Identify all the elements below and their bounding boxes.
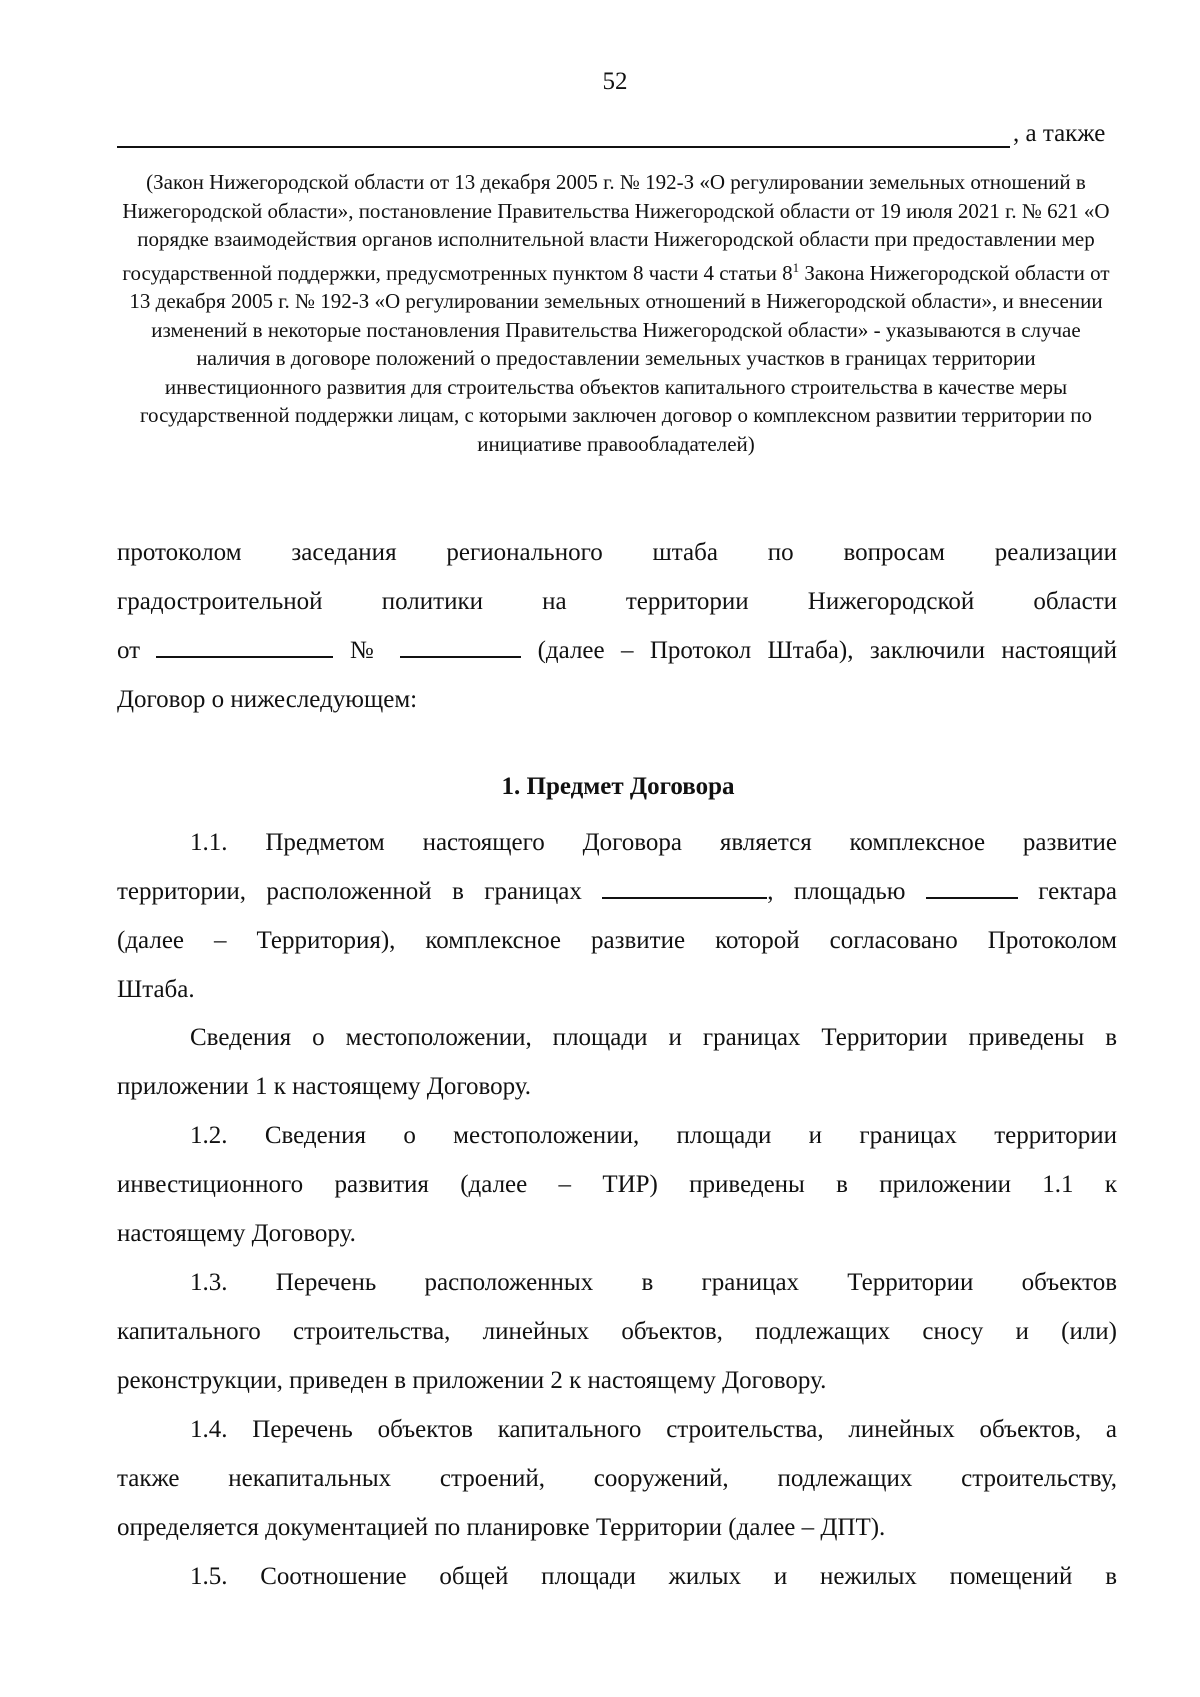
clause-1-2-line-2: инвестиционного развития (далее – ТИР) приведены в приложении 1.1 к bbox=[117, 1171, 1117, 1198]
note-superscript: 1 bbox=[792, 259, 800, 275]
clause-1-2 bbox=[117, 1111, 1117, 1258]
clause-1-4-line-1: 1.4. Перечень объектов капитального строительства, линейных объектов, а bbox=[190, 1416, 1117, 1443]
clause-1-1-line-4: Штаба. bbox=[117, 976, 195, 1003]
clause-1-1-text-a: территории, расположенной в границах bbox=[117, 878, 582, 905]
clause-1-4-line-2: также некапитальных строений, сооружений, подлежащих строительству, bbox=[117, 1465, 1117, 1492]
legal-reference-note bbox=[118, 168, 1114, 458]
header-line-tail: , а также bbox=[1013, 120, 1106, 147]
page-number: 52 bbox=[602, 68, 628, 95]
header-fill-line bbox=[117, 114, 1117, 148]
blank-underline bbox=[117, 146, 1010, 148]
clause-1-4 bbox=[117, 1405, 1117, 1552]
number-blank bbox=[400, 634, 521, 658]
clause-1-1-line-1: 1.1. Предметом настоящего Договора является комплексное развитие bbox=[190, 829, 1117, 856]
clause-1-2-line-3: настоящему Договору. bbox=[117, 1220, 356, 1247]
lead-paragraph bbox=[117, 528, 1117, 724]
territory-info-line-1: Сведения о местоположении, площади и границах Территории приведены в bbox=[190, 1024, 1117, 1051]
clause-1-3-line-2: капитального строительства, линейных объектов, подлежащих сносу и (или) bbox=[117, 1318, 1117, 1345]
lead-line-3 bbox=[117, 626, 1117, 675]
clause-1-1-text-c: гектара bbox=[1038, 878, 1118, 905]
clause-1-5 bbox=[117, 1552, 1117, 1601]
clause-1-1 bbox=[117, 818, 1117, 1014]
lead-line-4: Договор о нижеследующем: bbox=[117, 686, 418, 713]
number-sign: № bbox=[349, 637, 384, 664]
clause-1-3-line-3: реконструкции, приведен в приложении 2 к настоящему Договору. bbox=[117, 1367, 827, 1394]
area-blank bbox=[926, 875, 1018, 899]
territory-info-paragraph bbox=[117, 1013, 1117, 1111]
clause-1-3-line-1: 1.3. Перечень расположенных в границах Территории объектов bbox=[190, 1269, 1117, 1296]
clause-1-5-line-1: 1.5. Соотношение общей площади жилых и нежилых помещений в bbox=[190, 1563, 1117, 1590]
note-text-part-2: Закона Нижегородской области от 13 декабря 2005 г. № 192-З «О регулировании земельных отношений в Нижегородской области», и внесении изменений в некоторые постановления Правительства Нижегородской области» - указываются в случае наличия в договоре положений о предоставлении земельных участков в границах территории инвестиционного развития для строительства объектов капитального строительства в качестве меры государственной поддержки лицам, с которыми заключен договор о комплексном развитии территории по инициативе правообладателей) bbox=[129, 260, 1110, 456]
clause-1-3 bbox=[117, 1258, 1117, 1405]
clause-1-1-line-3: (далее – Территория), комплексное развитие которой согласовано Протоколом bbox=[117, 927, 1117, 954]
date-blank bbox=[156, 634, 333, 658]
territory-info-line-2: приложении 1 к настоящему Договору. bbox=[117, 1073, 532, 1100]
clause-1-4-line-3: определяется документацией по планировке Территории (далее – ДПТ). bbox=[117, 1514, 886, 1541]
clause-1-2-line-1: 1.2. Сведения о местоположении, площади и границах территории bbox=[190, 1122, 1117, 1149]
section-title: 1. Предмет Договора bbox=[501, 773, 735, 800]
lead-line-3-rest: (далее – Протокол Штаба), заключили настоящий bbox=[537, 637, 1118, 664]
clause-1-1-text-b: , площадью bbox=[767, 878, 906, 905]
boundaries-blank bbox=[602, 875, 767, 899]
note-text-part-1: (Закон Нижегородской области от 13 декабря 2005 г. № 192-З «О регулировании земельных отношений в Нижегородской области», постановление Правительства Нижегородской области от 19 июля 2021 г. № 621 «О порядке взаимодействия органов исполнительной власти Нижегородской области при предоставлении мер государственной поддержки, предусмотренных пунктом 8 части 4 статьи 8 bbox=[122, 170, 1110, 285]
from-label: от bbox=[117, 637, 141, 664]
lead-line-2: градостроительной политики на территории Нижегородской области bbox=[117, 588, 1117, 615]
lead-line-1: протоколом заседания регионального штаба по вопросам реализации bbox=[117, 539, 1117, 566]
clause-1-1-line-2 bbox=[117, 867, 1117, 916]
